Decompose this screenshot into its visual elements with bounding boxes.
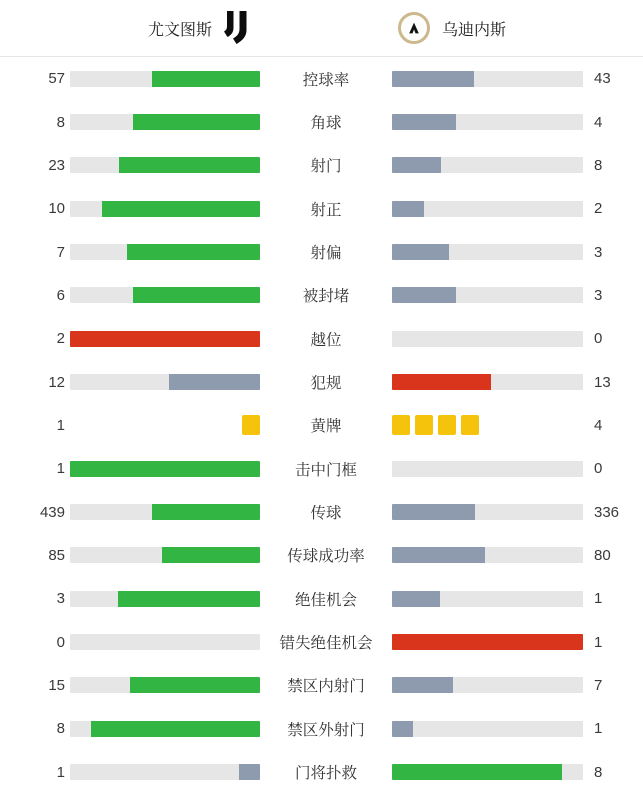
stat-row <box>0 620 643 663</box>
stat-row <box>0 360 643 403</box>
away-value: 1 <box>594 590 603 608</box>
stat-label: 传球 <box>310 505 342 523</box>
away-value: 7 <box>594 676 603 694</box>
home-bar <box>65 201 260 217</box>
stat-label: 击中门框 <box>294 461 357 479</box>
stat-label: 犯规 <box>310 375 342 393</box>
bar-track <box>70 504 260 520</box>
away-value: 4 <box>594 416 603 434</box>
away-value: 3 <box>594 243 603 261</box>
away-bar-fill <box>392 547 485 563</box>
away-value: 13 <box>594 373 611 391</box>
home-bar-fill <box>169 374 260 390</box>
home-bar <box>65 504 260 520</box>
away-value: 0 <box>594 330 603 348</box>
bar-track <box>392 504 583 520</box>
away-bar-fill <box>392 114 456 130</box>
bar-track <box>70 71 260 87</box>
away-bar <box>392 201 583 217</box>
stat-label: 禁区内射门 <box>287 678 365 696</box>
home-value: 10 <box>48 200 65 218</box>
bar-track <box>70 244 260 260</box>
stat-row <box>0 100 643 143</box>
juventus-logo-icon <box>224 11 252 45</box>
home-value: 8 <box>56 720 65 738</box>
stat-row <box>0 577 643 620</box>
stat-label: 禁区外射门 <box>287 721 365 739</box>
home-bar-fill <box>133 114 260 130</box>
away-bar <box>392 764 583 780</box>
stat-label: 被封堵 <box>302 288 350 306</box>
away-bar <box>392 721 583 737</box>
away-bar <box>392 244 583 260</box>
bar-track <box>392 374 583 390</box>
bar-track <box>392 461 583 477</box>
yellow-cards-group <box>70 415 260 435</box>
away-bar <box>392 677 583 693</box>
home-bar <box>65 547 260 563</box>
stat-label: 传球成功率 <box>287 548 365 566</box>
bar-track <box>70 764 260 780</box>
away-bar-fill <box>392 287 456 303</box>
home-bar-fill <box>152 504 260 520</box>
away-bar <box>392 591 583 607</box>
home-value: 85 <box>48 546 65 564</box>
bar-track <box>70 721 260 737</box>
home-value: 1 <box>56 460 65 478</box>
yellow-card-icon <box>438 415 456 435</box>
home-value: 6 <box>56 286 65 304</box>
away-bar-fill <box>392 71 474 87</box>
away-bar-fill <box>392 721 413 737</box>
home-value: 439 <box>39 503 65 521</box>
away-value: 4 <box>594 113 603 131</box>
stat-label: 角球 <box>310 115 342 133</box>
away-bar-fill <box>392 201 424 217</box>
away-bar-fill <box>392 157 441 173</box>
home-value: 3 <box>56 590 65 608</box>
stat-row <box>0 317 643 360</box>
away-value: 1 <box>594 633 603 651</box>
stat-label: 射偏 <box>310 245 342 263</box>
away-value: 336 <box>594 503 620 521</box>
home-value: 1 <box>56 763 65 781</box>
stat-row <box>0 404 643 447</box>
away-team-name: 乌迪内斯 <box>442 21 507 39</box>
home-bar <box>65 634 260 650</box>
bar-track <box>392 677 583 693</box>
away-bar <box>392 331 583 347</box>
bar-track <box>392 634 583 650</box>
home-bar <box>65 157 260 173</box>
bar-track <box>70 677 260 693</box>
bar-track <box>70 591 260 607</box>
home-bar <box>65 114 260 130</box>
away-bar <box>392 547 583 563</box>
home-value: 23 <box>48 156 65 174</box>
home-bar <box>65 677 260 693</box>
home-bar-fill <box>130 677 260 693</box>
away-value: 80 <box>594 546 611 564</box>
stat-row <box>0 534 643 577</box>
home-value: 12 <box>48 373 65 391</box>
home-bar <box>65 415 260 435</box>
bar-track <box>392 591 583 607</box>
stat-label: 绝佳机会 <box>294 591 357 609</box>
home-value: 8 <box>56 113 65 131</box>
home-bar-fill <box>119 157 260 173</box>
bar-track <box>70 547 260 563</box>
away-value: 8 <box>594 763 603 781</box>
bar-track <box>392 331 583 347</box>
bar-track <box>70 374 260 390</box>
home-team <box>148 0 252 56</box>
home-bar-fill <box>239 764 260 780</box>
home-bar <box>65 287 260 303</box>
bar-track <box>70 287 260 303</box>
yellow-card-icon <box>242 415 260 435</box>
home-value: 2 <box>56 330 65 348</box>
yellow-card-icon <box>461 415 479 435</box>
home-value: 57 <box>48 70 65 88</box>
away-bar <box>392 415 583 435</box>
stat-row <box>0 447 643 490</box>
away-bar <box>392 461 583 477</box>
away-team <box>398 0 506 56</box>
away-bar-fill <box>392 634 583 650</box>
home-bar <box>65 591 260 607</box>
home-bar-fill <box>133 287 260 303</box>
stat-row <box>0 144 643 187</box>
away-bar-fill <box>392 591 440 607</box>
away-bar <box>392 634 583 650</box>
away-bar-fill <box>392 677 453 693</box>
bar-track <box>392 114 583 130</box>
bar-track <box>70 634 260 650</box>
home-bar-fill <box>118 591 261 607</box>
home-bar <box>65 244 260 260</box>
stats-list <box>0 57 643 794</box>
stat-row <box>0 230 643 273</box>
bar-track <box>70 201 260 217</box>
away-value: 2 <box>594 200 603 218</box>
away-bar <box>392 114 583 130</box>
stat-row <box>0 490 643 533</box>
stat-label: 门将扑救 <box>294 765 357 783</box>
away-value: 1 <box>594 720 603 738</box>
stat-label: 射正 <box>310 201 342 219</box>
stat-label: 控球率 <box>302 71 350 89</box>
yellow-card-icon <box>415 415 433 435</box>
away-bar-fill <box>392 244 449 260</box>
stat-label: 错失绝佳机会 <box>279 635 373 653</box>
udinese-crest-icon <box>398 12 430 44</box>
away-bar <box>392 287 583 303</box>
bar-track <box>392 764 583 780</box>
home-bar <box>65 461 260 477</box>
bar-track <box>392 244 583 260</box>
stat-row <box>0 664 643 707</box>
yellow-card-icon <box>392 415 410 435</box>
away-value: 8 <box>594 156 603 174</box>
away-value: 0 <box>594 460 603 478</box>
match-stats-header <box>0 0 643 57</box>
stat-label: 越位 <box>310 331 342 349</box>
away-value: 43 <box>594 70 611 88</box>
away-bar-fill <box>392 764 562 780</box>
home-bar-fill <box>70 461 260 477</box>
stat-label: 黄牌 <box>310 418 342 436</box>
away-bar <box>392 374 583 390</box>
bar-track <box>392 721 583 737</box>
home-team-name: 尤文图斯 <box>148 21 213 39</box>
stat-row <box>0 274 643 317</box>
away-bar <box>392 71 583 87</box>
home-bar-fill <box>152 71 260 87</box>
away-bar <box>392 157 583 173</box>
stat-row <box>0 751 643 794</box>
away-bar-fill <box>392 374 491 390</box>
stat-row <box>0 187 643 230</box>
home-bar <box>65 764 260 780</box>
bar-track <box>70 331 260 347</box>
away-bar-fill <box>392 504 475 520</box>
home-value: 0 <box>56 633 65 651</box>
bar-track <box>392 287 583 303</box>
home-bar-fill <box>127 244 260 260</box>
bar-track <box>70 157 260 173</box>
bar-track <box>392 71 583 87</box>
stat-row <box>0 707 643 750</box>
home-bar-fill <box>162 547 260 563</box>
bar-track <box>392 547 583 563</box>
home-value: 1 <box>56 416 65 434</box>
stat-row <box>0 57 643 100</box>
bar-track <box>70 114 260 130</box>
bar-track <box>70 461 260 477</box>
away-bar <box>392 504 583 520</box>
home-bar <box>65 71 260 87</box>
away-value: 3 <box>594 286 603 304</box>
bar-track <box>392 157 583 173</box>
yellow-cards-group <box>392 415 583 435</box>
home-bar <box>65 374 260 390</box>
home-bar <box>65 331 260 347</box>
home-value: 15 <box>48 676 65 694</box>
home-value: 7 <box>56 243 65 261</box>
home-bar-fill <box>91 721 260 737</box>
home-bar-fill <box>70 331 260 347</box>
home-bar <box>65 721 260 737</box>
stat-label: 射门 <box>310 158 342 176</box>
bar-track <box>392 201 583 217</box>
home-bar-fill <box>102 201 260 217</box>
